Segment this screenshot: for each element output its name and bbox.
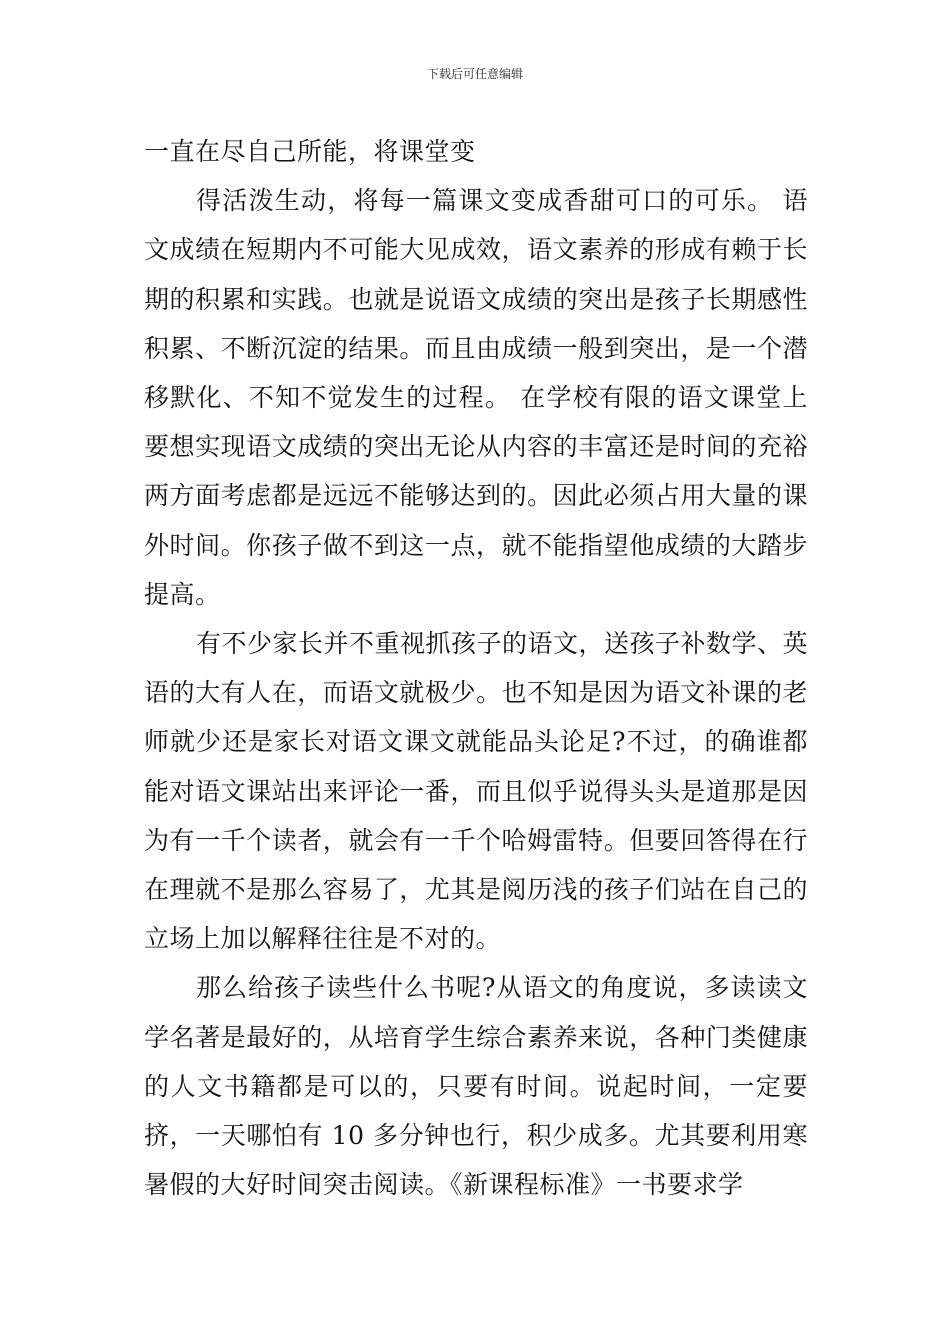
paragraph-2: 得活泼生动，将每一篇课文变成香甜可口的可乐。 语文成绩在短期内不可能大见成效，语文素养的形成有赖于长期的积累和实践。也就是说语文成绩的突出是孩子长期感性积累、不断沉淀的结果。而且由成绩一般到突出，是一个潜移默化、不知不觉发生的过程。 在学校有限的语文课堂上要想实现语文成绩的突出无论从内容的丰富还是时间的充裕两方面考虑都是远远不能够达到的。因此必须占用大量的课外时间。你孩子做不到这一点，就不能指望他成绩的大踏步提高。 xyxy=(144,186,808,609)
paragraph-1: 一直在尽自己所能，将课堂变 xyxy=(144,137,476,166)
paragraph-3: 有不少家长并不重视抓孩子的语文，送孩子补数学、英语的大有人在，而语文就极少。也不知是因为语文补课的老师就少还是家长对语文课文就能品头论足?不过，的确谁都能对语文课站出来评论一番，而且似乎说得头头是道那是因为有一千个读者，就会有一千个哈姆雷特。但要回答得在行在理就不是那么容易了，尤其是阅历浅的孩子们站在自己的立场上加以解释往往是不对的。 xyxy=(144,629,809,954)
paragraph-4: 那么给孩子读些什么书呢?从语文的角度说，多读读文学名著是最好的，从培育学生综合素养来说，各种门类健康的人文书籍都是可以的，只要有时间。说起时间，一定要挤，一天哪怕有 10 多分钟也行，积少成多。尤其要利用寒暑假的大好时间突击阅读。《新课程标准》一书要求学 xyxy=(144,973,808,1200)
document-body xyxy=(144,127,808,1209)
page-header: 下载后可任意编辑 xyxy=(426,67,523,81)
